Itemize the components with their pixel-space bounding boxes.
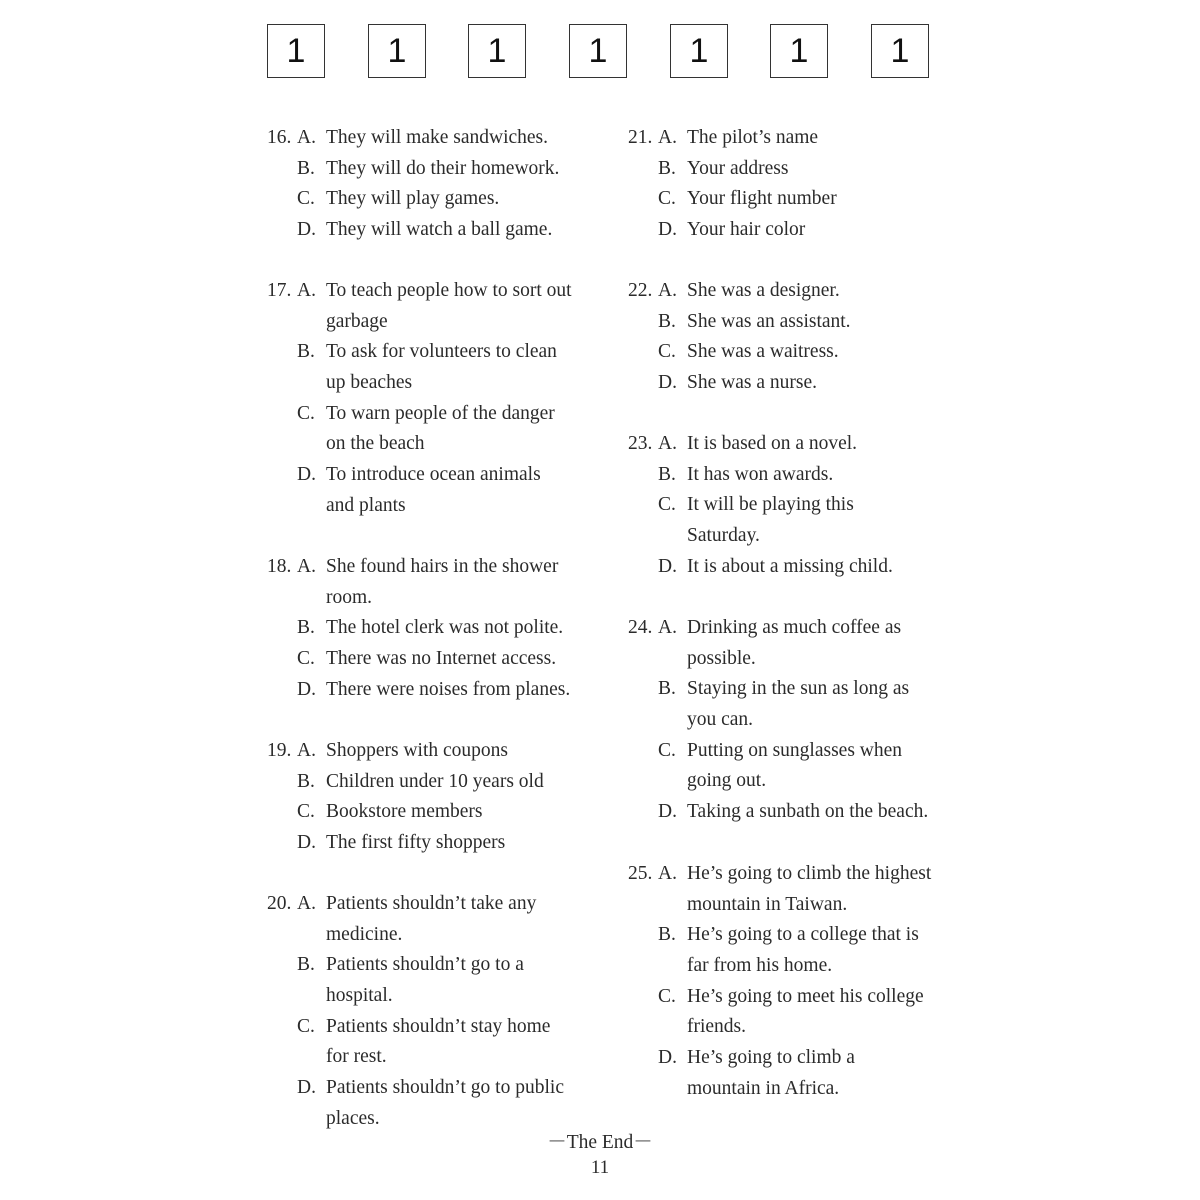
option-letter: B. [658,463,676,485]
question-number: 18. [267,556,292,577]
question-number: 17. [267,280,292,301]
option-text: Taking a sunbath on the beach. [687,801,929,823]
question-number: 23. [628,433,653,454]
option-text: going out. [687,770,767,792]
option-letter: C. [658,341,676,363]
option-text: Staying in the sun as long as [687,678,910,700]
option-text: Saturday. [687,525,760,547]
option-letter: A. [658,127,677,148]
option-letter: A. [297,893,316,914]
option-letter: C. [297,801,315,823]
option-text: and plants [326,494,406,516]
option-letter: A. [658,433,677,454]
question-number: 24. [628,617,653,638]
option-text: Patients shouldn’t go to a [326,954,524,976]
option-letter: D. [658,801,677,823]
number-box: 1 [770,24,828,78]
option-text: Your hair color [687,219,806,241]
option-letter: C. [658,188,676,210]
option-letter: D. [297,1077,316,1099]
option-text: on the beach [326,433,425,455]
option-text: They will watch a ball game. [326,219,553,241]
option-text: Putting on sunglasses when [687,739,903,761]
option-text: She was a nurse. [687,372,817,394]
option-text: There were noises from planes. [326,678,571,700]
option-letter: A. [658,280,677,301]
question-number: 21. [628,127,653,148]
option-letter: B. [658,157,676,179]
option-letter: A. [297,127,316,148]
option-text: He’s going to climb a [687,1047,855,1069]
option-text: He’s going to climb the highest [687,863,932,884]
option-text: far from his home. [687,955,833,977]
option-letter: D. [297,464,316,486]
option-text: garbage [326,310,388,332]
option-letter: D. [658,219,677,241]
option-text: To warn people of the danger [326,402,555,424]
option-letter: B. [658,310,676,332]
option-letter: A. [658,617,677,638]
number-box: 1 [468,24,526,78]
option-text: To ask for volunteers to clean [326,341,557,363]
option-text: you can. [687,709,754,731]
option-text: places. [326,1107,380,1129]
option-text: Shoppers with coupons [326,740,508,761]
option-text: The first fifty shoppers [326,832,506,854]
option-letter: B. [297,341,315,363]
option-text: hospital. [326,985,393,1007]
option-text: friends. [687,1016,747,1038]
option-letter: B. [297,157,315,179]
option-text: Patients shouldn’t go to public [326,1077,564,1099]
option-text: Patients shouldn’t take any [326,893,537,914]
option-letter: D. [658,555,677,577]
option-letter: A. [297,280,316,301]
option-letter: A. [297,556,316,577]
option-text: They will make sandwiches. [326,127,549,148]
option-text: She found hairs in the shower [326,556,559,577]
option-letter: B. [297,617,315,639]
option-text: The hotel clerk was not polite. [326,617,564,639]
option-letter: A. [297,740,316,761]
number-box: 1 [267,24,325,78]
header-number-boxes [267,24,931,80]
option-text: He’s going to meet his college [687,985,924,1007]
option-text: room. [326,586,373,608]
option-text: He’s going to a college that is [687,924,919,946]
option-letter: D. [297,832,316,854]
question-number: 16. [267,127,292,148]
end-marker: －The End－ [547,1132,653,1153]
option-text: The pilot’s name [687,127,819,148]
option-letter: B. [297,954,315,976]
option-text: Your address [687,157,789,179]
option-text: medicine. [326,923,403,945]
option-text: To teach people how to sort out [326,280,572,301]
option-letter: C. [297,1015,315,1037]
question-number: 22. [628,280,653,301]
option-text: She was a waitress. [687,341,839,363]
option-text: They will play games. [326,188,500,210]
option-text: Drinking as much coffee as [687,617,902,638]
option-text: There was no Internet access. [326,648,557,670]
option-text: Children under 10 years old [326,770,544,792]
option-text: It is based on a novel. [687,433,858,454]
option-text: She was a designer. [687,280,840,301]
option-text: Patients shouldn’t stay home [326,1015,551,1037]
option-text: mountain in Africa. [687,1077,840,1099]
option-text: Bookstore members [326,801,483,823]
number-box: 1 [569,24,627,78]
number-box: 1 [368,24,426,78]
option-text: for rest. [326,1046,387,1068]
option-letter: C. [658,494,676,516]
option-letter: D. [297,678,316,700]
option-letter: B. [658,678,676,700]
option-text: mountain in Taiwan. [687,893,848,915]
option-text: It has won awards. [687,463,834,485]
option-letter: D. [297,219,316,241]
option-letter: D. [658,1047,677,1069]
option-text: To introduce ocean animals [326,464,541,486]
option-text: Your flight number [687,188,837,210]
number-box: 1 [670,24,728,78]
option-text: It is about a missing child. [687,555,893,577]
option-letter: D. [658,372,677,394]
option-text: up beaches [326,372,413,394]
option-letter: B. [297,770,315,792]
option-letter: B. [658,924,676,946]
option-letter: C. [297,188,315,210]
option-letter: C. [297,648,315,670]
option-text: possible. [687,647,756,669]
page-number: 11 [590,1157,610,1178]
question-number: 25. [628,863,653,884]
option-text: She was an assistant. [687,310,851,332]
option-text: They will do their homework. [326,157,560,179]
option-letter: C. [297,402,315,424]
question-number: 20. [267,893,292,914]
number-box: 1 [871,24,929,78]
option-text: It will be playing this [687,494,854,516]
option-letter: A. [658,863,677,884]
question-number: 19. [267,740,292,761]
option-letter: C. [658,985,676,1007]
option-letter: C. [658,739,676,761]
